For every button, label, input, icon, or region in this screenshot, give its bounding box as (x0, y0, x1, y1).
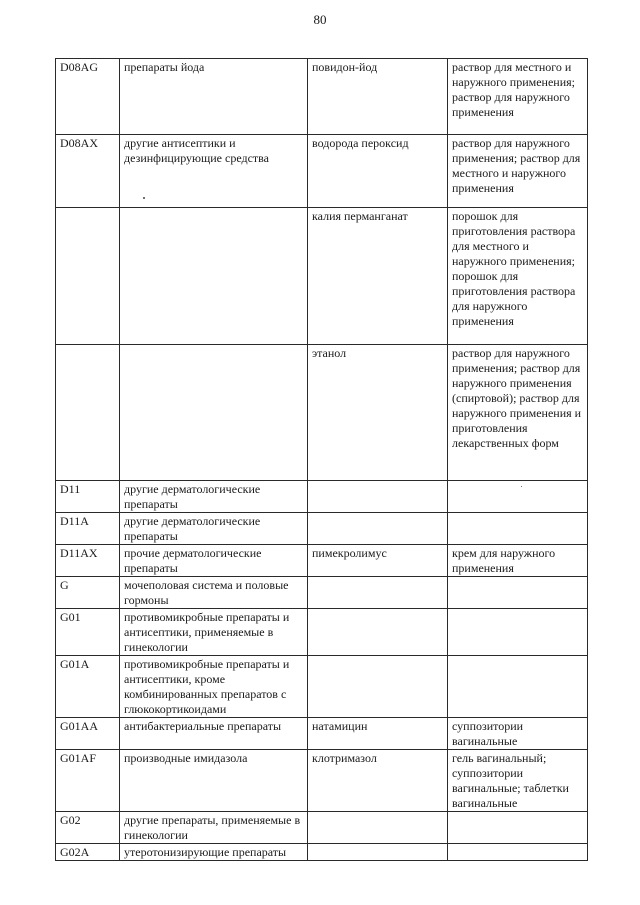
atc-code-cell: G02A (56, 844, 120, 861)
drug-name-cell: клотримазол (308, 750, 448, 812)
dosage-form-cell (448, 609, 588, 656)
drug-classification-table (55, 58, 588, 861)
table-row (56, 656, 588, 718)
atc-code-cell: G01A (56, 656, 120, 718)
group-name-cell: прочие дерматологические препараты (120, 545, 308, 577)
atc-code-cell: G (56, 577, 120, 609)
table-row (56, 135, 588, 208)
dosage-form-cell: порошок для приготовления раствора для местного и наружного применения; порошок для приготовления раствора для наружного применения (448, 208, 588, 345)
dosage-form-cell (448, 577, 588, 609)
drug-name-cell (308, 656, 448, 718)
group-name-cell: другие дерматологические препараты (120, 513, 308, 545)
table-row (56, 577, 588, 609)
atc-code-cell: D11AX (56, 545, 120, 577)
atc-code-cell: D08AG (56, 59, 120, 135)
group-name-cell: антибактериальные препараты (120, 718, 308, 750)
table-row (56, 513, 588, 545)
dosage-form-cell: крем для наружного применения (448, 545, 588, 577)
atc-code-cell: D11A (56, 513, 120, 545)
group-name-cell (120, 345, 308, 481)
dosage-form-cell: раствор для наружного применения; раствор для местного и наружного применения (448, 135, 588, 208)
group-name-cell: мочеполовая система и половые гормоны (120, 577, 308, 609)
dosage-form-cell: раствор для наружного применения; раствор для наружного применения (спиртовой); раствор для наружного применения и приготовления лекарственных форм (448, 345, 588, 481)
dosage-form-cell (448, 844, 588, 861)
drug-name-cell: калия перманганат (308, 208, 448, 345)
page-number: 80 (313, 12, 327, 27)
drug-name-cell (308, 609, 448, 656)
group-name-cell: утеротонизирующие препараты (120, 844, 308, 861)
drug-name-cell: пимекролимус (308, 545, 448, 577)
dosage-form-cell (448, 812, 588, 844)
atc-code-cell: D11 (56, 481, 120, 513)
drug-name-cell (308, 481, 448, 513)
group-name-cell: противомикробные препараты и антисептики, применяемые в гинекологии (120, 609, 308, 656)
dosage-form-cell: гель вагинальный; суппозитории вагинальные; таблетки вагинальные (448, 750, 588, 812)
drug-name-cell: этанол (308, 345, 448, 481)
group-name-cell: производные имидазола (120, 750, 308, 812)
drug-name-cell (308, 844, 448, 861)
dosage-form-cell (448, 513, 588, 545)
atc-code-cell: G01AA (56, 718, 120, 750)
scan-speck (143, 197, 145, 199)
dosage-form-cell (448, 656, 588, 718)
table-row (56, 812, 588, 844)
atc-code-cell (56, 345, 120, 481)
dosage-form-cell (448, 481, 588, 513)
dosage-form-cell: раствор для местного и наружного применения; раствор для наружного применения (448, 59, 588, 135)
atc-code-cell: G02 (56, 812, 120, 844)
group-name-cell: другие препараты, применяемые в гинекологии (120, 812, 308, 844)
table-row (56, 59, 588, 135)
drug-name-cell: натамицин (308, 718, 448, 750)
table-row (56, 750, 588, 812)
table-row (56, 844, 588, 861)
scan-speck (521, 486, 522, 487)
atc-code-cell: D08AX (56, 135, 120, 208)
drug-name-cell: водорода пероксид (308, 135, 448, 208)
table-row (56, 609, 588, 656)
table-row (56, 718, 588, 750)
dosage-form-cell: суппозитории вагинальные (448, 718, 588, 750)
atc-code-cell: G01 (56, 609, 120, 656)
group-name-cell: другие дерматологические препараты (120, 481, 308, 513)
table-row (56, 208, 588, 345)
atc-code-cell: G01AF (56, 750, 120, 812)
group-name-cell: другие антисептики и дезинфицирующие средства (120, 135, 308, 208)
table-row (56, 545, 588, 577)
drug-name-cell (308, 513, 448, 545)
drug-name-cell (308, 577, 448, 609)
drug-name-cell: повидон-йод (308, 59, 448, 135)
atc-code-cell (56, 208, 120, 345)
group-name-cell: противомикробные препараты и антисептики, кроме комбинированных препаратов с глюкокортикоидами (120, 656, 308, 718)
group-name-cell (120, 208, 308, 345)
group-name-cell: препараты йода (120, 59, 308, 135)
table-row (56, 345, 588, 481)
table-row (56, 481, 588, 513)
drug-name-cell (308, 812, 448, 844)
